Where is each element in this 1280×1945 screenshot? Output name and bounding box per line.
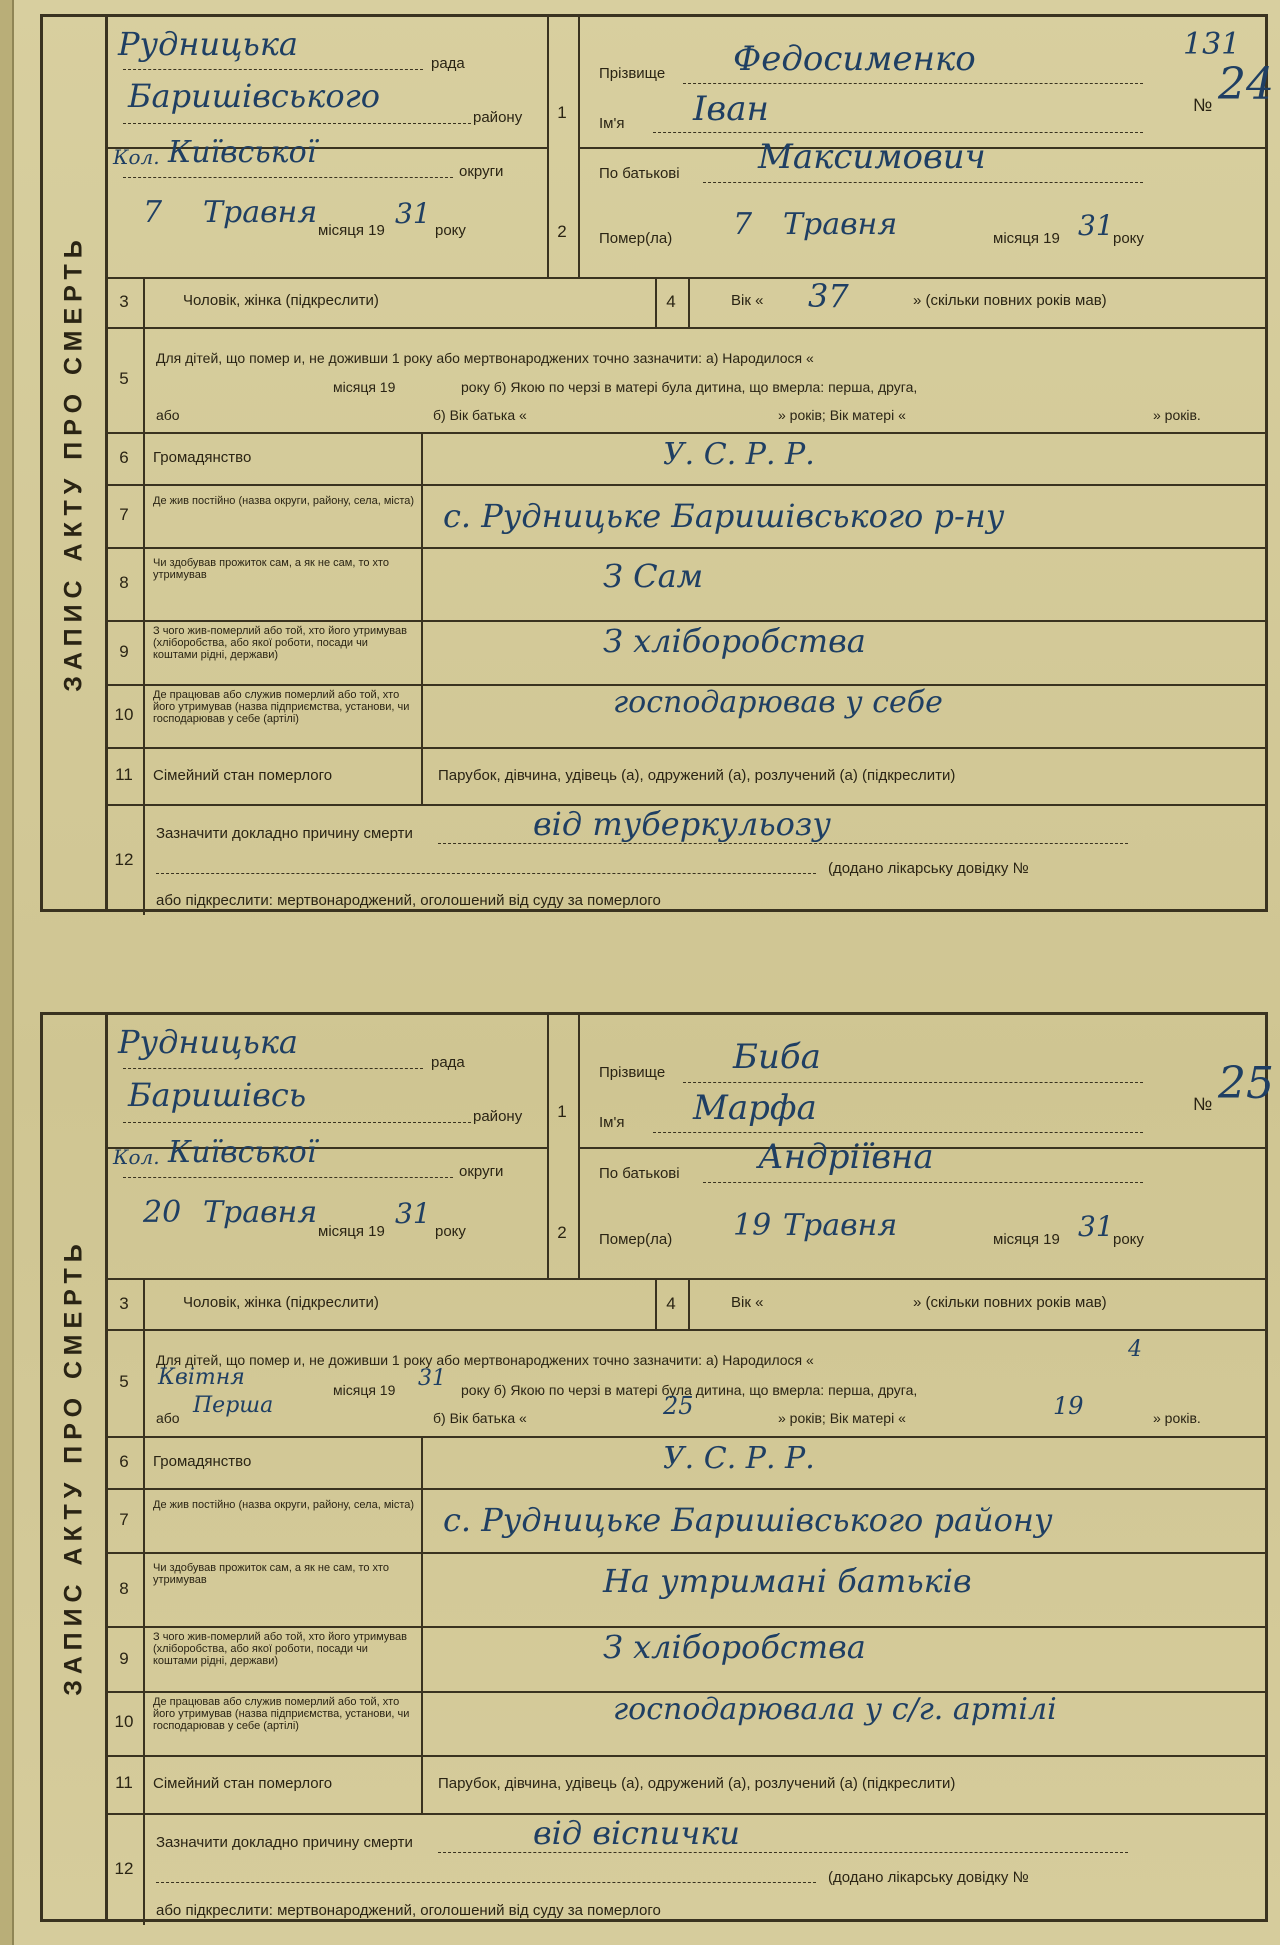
livelihood-value: З хліборобства [603, 622, 866, 660]
death-record-2 [40, 1012, 1274, 1922]
father-age: 25 [663, 1392, 694, 1420]
row-number-5: 5 [119, 369, 129, 388]
record-side-title: ЗАПИС АКТУ ПРО СМЕРТЬ [43, 1015, 108, 1919]
death-month-label: місяця 19 [993, 1231, 1060, 1248]
support-label: Чи здобував прожиток сам, а як не сам, то хто утримував [153, 1562, 389, 1586]
date-year-label: року [435, 222, 466, 239]
surname-label: Прізвище [599, 65, 666, 82]
workplace-label: Де працював або служив померлий або той, хто його утримував (назва підприємства, установи, чи господарював у себе (артілі) [153, 1696, 410, 1732]
birth-month: Квітня [158, 1365, 245, 1390]
death-record-1 [40, 14, 1274, 912]
support-value: З Сам [603, 557, 704, 595]
cause-value: від віспички [533, 1814, 740, 1852]
row-number-7: 7 [119, 505, 129, 524]
raion-label: району [473, 109, 523, 126]
date-day: 7 [143, 195, 163, 230]
workplace-label: Де працював або служив померлий або той, хто його утримував (назва підприємства, установи, чи господарював у себе (артілі) [153, 689, 410, 725]
row-number-4: 4 [666, 1294, 676, 1313]
age-value: 37 [808, 277, 849, 315]
row-number-11: 11 [115, 1773, 133, 1792]
row-number-7: 7 [119, 1510, 129, 1529]
rada-value: Рудницька [118, 1023, 298, 1061]
death-year: 31 [1078, 1210, 1114, 1243]
row-number-2: 2 [557, 222, 567, 241]
citizenship-label: Громадянство [153, 449, 252, 466]
row-number-4: 4 [666, 292, 676, 311]
date-month: Травня [203, 1195, 318, 1230]
page-binding [0, 0, 14, 1945]
death-day: 7 [733, 207, 753, 242]
surname-value: Биба [733, 1037, 821, 1077]
record-number-extra: 131 [1183, 27, 1241, 62]
name-label: Ім'я [599, 115, 625, 132]
cause-label: Зазначити докладно причину смерти [156, 825, 413, 842]
support-label: Чи здобував прожиток сам, а як не сам, то хто утримував [153, 557, 389, 581]
date-month-label: місяця 19 [318, 222, 385, 239]
patronymic-value: Максимович [758, 137, 986, 177]
citizenship-label: Громадянство [153, 1453, 252, 1470]
marital-label: Сімейний стан померлого [153, 1775, 333, 1792]
okruha-prefix: Кол. [113, 145, 160, 169]
okruha-label: округи [459, 1163, 504, 1180]
row-number-1: 1 [557, 1102, 567, 1121]
certificate-label: (додано лікарську довідку № [828, 1869, 1029, 1886]
row-number-1: 1 [557, 103, 567, 122]
age-tail: » (скільки повних років мав) [913, 1294, 1107, 1311]
birth-order: Перша [193, 1393, 274, 1418]
livelihood-value: З хліборобства [603, 1628, 866, 1666]
children-note-line2b: року б) Якою по черзі в матері була дитина, що вмерла: перша, друга, [461, 1382, 918, 1398]
residence-label: Де жив постійно (назва округи, району, села, міста) [153, 1499, 415, 1511]
date-month: Травня [203, 195, 318, 230]
row-number-9: 9 [119, 642, 129, 661]
sex-label: Чоловік, жінка (підкреслити) [183, 1294, 379, 1311]
date-year: 31 [395, 1197, 431, 1230]
patronymic-label: По батькові [599, 165, 680, 182]
date-year: 31 [395, 197, 431, 230]
name-value: Іван [693, 89, 769, 129]
death-label: Помер(ла) [599, 1231, 673, 1248]
row-number-6: 6 [119, 448, 129, 467]
date-year-label: року [435, 1223, 466, 1240]
birth-day: 4 [1128, 1337, 1142, 1362]
livelihood-label: З чого жив-померлий або той, хто його утримував (хліборобства, або якої роботи, посади чи коштами рідні, держави) [153, 1631, 407, 1667]
surname-value: Федосименко [733, 39, 976, 79]
date-month-label: місяця 19 [318, 1223, 385, 1240]
death-month: Травня [783, 1208, 898, 1243]
row-number-3: 3 [119, 292, 129, 311]
number-sign: № [1193, 95, 1213, 115]
rada-value: Рудницька [118, 25, 298, 63]
children-note-line2: місяця 19 [333, 379, 396, 395]
patronymic-label: По батькові [599, 1165, 680, 1182]
sex-label: Чоловік, жінка (підкреслити) [183, 292, 379, 309]
row-number-11: 11 [115, 765, 133, 784]
mother-age-label: » років; Вік матері « [778, 407, 906, 423]
record-number: 24 [1218, 59, 1274, 110]
death-label: Помер(ла) [599, 230, 673, 247]
row-number-10: 10 [114, 1712, 134, 1731]
death-year-label: року [1113, 1231, 1144, 1248]
death-month: Травня [783, 207, 898, 242]
record-side-title: ЗАПИС АКТУ ПРО СМЕРТЬ [43, 17, 108, 909]
stillborn-note: або підкреслити: мертвонароджений, оголошений від суду за померлого [156, 892, 661, 909]
row-number-5: 5 [119, 1372, 129, 1391]
raion-label: району [473, 1108, 523, 1125]
support-value: На утримані батьків [603, 1562, 972, 1600]
okruha-value: Київської [168, 1135, 317, 1170]
date-day: 20 [143, 1195, 182, 1230]
children-note-line2: місяця 19 [333, 1382, 396, 1398]
workplace-value: господарювала у с/г. артілі [613, 1692, 1057, 1727]
row-number-8: 8 [119, 573, 129, 592]
row-number-6: 6 [119, 1452, 129, 1471]
number-sign: № [1193, 1094, 1213, 1114]
residence-label: Де жив постійно (назва округи, району, села, міста) [153, 495, 415, 507]
father-age-label: б) Вік батька « [433, 1410, 527, 1426]
marital-label: Сімейний стан померлого [153, 767, 333, 784]
residence-value: с. Рудницьке Баришівського району [443, 1501, 1053, 1539]
patronymic-value: Андріївна [758, 1137, 934, 1177]
death-year: 31 [1078, 209, 1114, 242]
mother-age-tail: » років. [1153, 407, 1201, 423]
marital-options: Парубок, дівчина, удівець (а), одружений (а), розлучений (а) (підкреслити) [438, 1775, 956, 1792]
rada-label: рада [431, 1054, 465, 1071]
age-label: Вік « [731, 1294, 764, 1311]
marital-options: Парубок, дівчина, удівець (а), одружений (а), розлучений (а) (підкреслити) [438, 767, 956, 784]
row-number-12: 12 [114, 1859, 134, 1878]
birth-year: 31 [418, 1366, 446, 1391]
name-label: Ім'я [599, 1114, 625, 1131]
name-value: Марфа [693, 1088, 817, 1128]
children-note-line2b: року б) Якою по черзі в матері була дитина, що вмерла: перша, друга, [461, 379, 918, 395]
certificate-label: (додано лікарську довідку № [828, 860, 1029, 877]
mother-age: 19 [1053, 1392, 1084, 1420]
okruha-label: округи [459, 163, 504, 180]
workplace-value: господарював у себе [613, 685, 943, 720]
cause-value: від туберкульозу [533, 805, 831, 843]
row-number-8: 8 [119, 1579, 129, 1598]
row-number-9: 9 [119, 1649, 129, 1668]
row-number-3: 3 [119, 1294, 129, 1313]
raion-value: Баришівського [128, 77, 381, 115]
stillborn-note: або підкреслити: мертвонароджений, оголошений від суду за померлого [156, 1902, 661, 1919]
age-label: Вік « [731, 292, 764, 309]
okruha-value: Київської [168, 135, 317, 170]
children-note-line1: Для дітей, що помер и, не доживши 1 року або мертвонароджених точно зазначити: а) Народилося « [156, 350, 814, 366]
row-number-10: 10 [114, 705, 134, 724]
row-number-2: 2 [557, 1223, 567, 1242]
death-year-label: року [1113, 230, 1144, 247]
children-note-line1: Для дітей, що помер и, не доживши 1 року або мертвонароджених точно зазначити: а) Народилося « [156, 1352, 814, 1368]
rada-label: рада [431, 55, 465, 72]
okruha-prefix: Кол. [113, 1145, 160, 1169]
livelihood-label: З чого жив-померлий або той, хто його утримував (хліборобства, або якої роботи, посади чи коштами рідні, держави) [153, 625, 407, 661]
father-age-label: б) Вік батька « [433, 407, 527, 423]
mother-age-label: » років; Вік матері « [778, 1410, 906, 1426]
cause-label: Зазначити докладно причину смерти [156, 1834, 413, 1851]
death-month-label: місяця 19 [993, 230, 1060, 247]
row-number-12: 12 [114, 850, 134, 869]
surname-label: Прізвище [599, 1064, 666, 1081]
mother-age-tail: » років. [1153, 1410, 1201, 1426]
children-note-line3: або [156, 1410, 180, 1426]
age-tail: » (скільки повних років мав) [913, 292, 1107, 309]
citizenship-value: У. С. Р. Р. [663, 437, 815, 472]
children-note-line3: або [156, 407, 180, 423]
raion-value: Баришівсь [128, 1076, 307, 1114]
record-number: 25 [1218, 1058, 1274, 1109]
death-day: 19 [733, 1208, 772, 1243]
residence-value: с. Рудницьке Баришівського р-ну [443, 497, 1005, 535]
citizenship-value: У. С. Р. Р. [663, 1441, 815, 1476]
